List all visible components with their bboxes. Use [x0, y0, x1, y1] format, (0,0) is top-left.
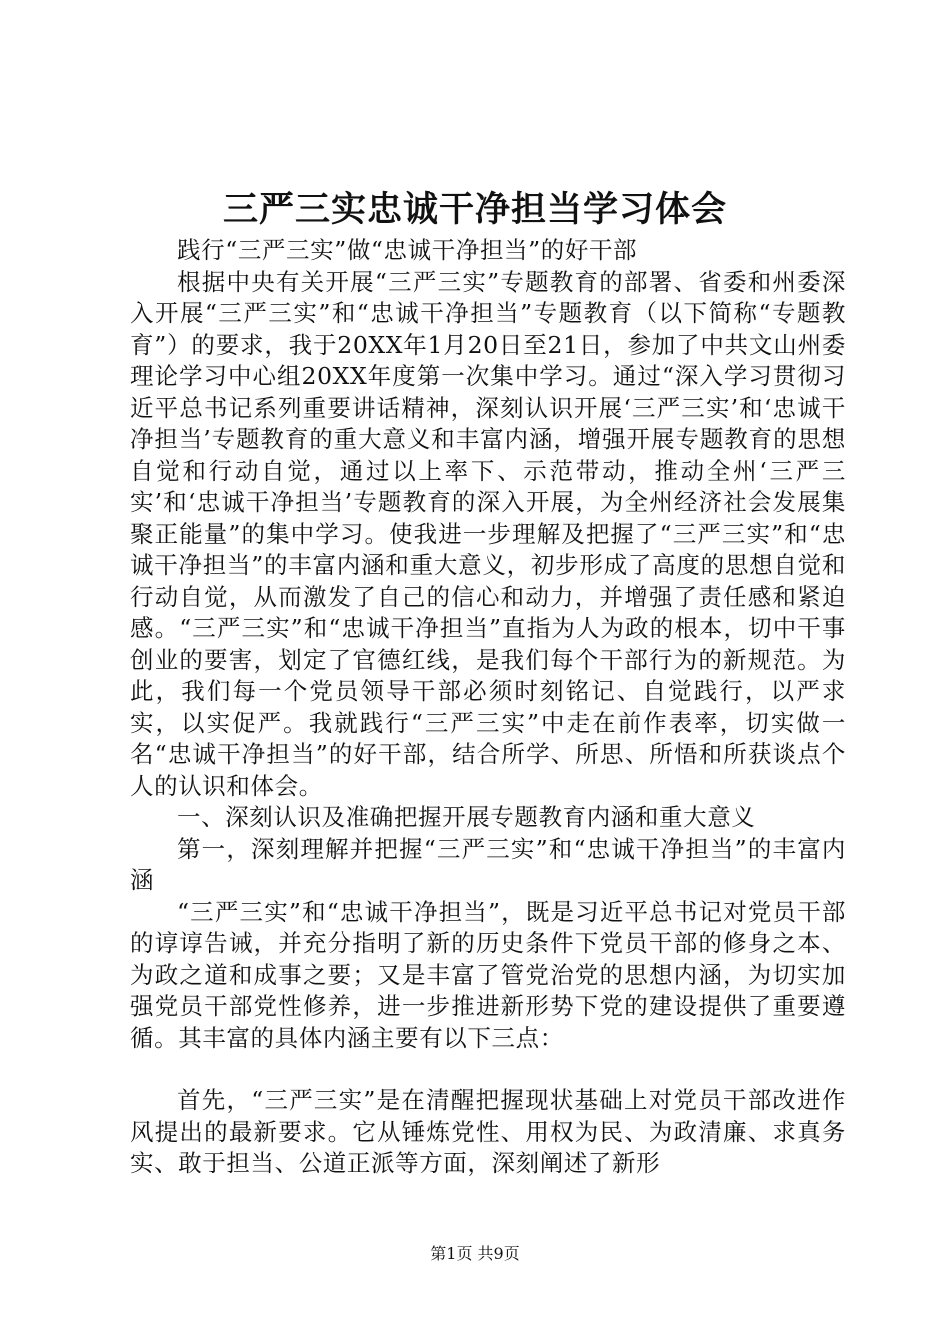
body-paragraph: 首先，“三严三实”是在清醒把握现状基础上对党员干部改进作风提出的最新要求。它从锤炼党性、用权为民、为政清廉、求真务实、敢于担当、公道正派等方面，深刻阐述了新形: [130, 1086, 846, 1177]
document-title: 三严三实忠诚干净担当学习体会: [222, 189, 727, 230]
body-paragraph: 根据中央有关开展“三严三实”专题教育的部署、省委和州委深入开展“三严三实”和“忠诚干净担当”专题教育（以下简称“专题教育”）的要求，我于20XX年1月20日至21日，参加了中共文山州委理论学习中心组20XX年度第一次集中学习。通过“深入学习贯彻习近平总书记系列重要讲话精神，深刻认识开展‘三严三实’和‘忠诚干净担当’专题教育的重大意义和丰富内涵，增强开展专题教育的思想自觉和行动自觉，通过以上率下、示范带动，推动全州‘三严三实’和‘忠诚干净担当’专题教育的深入开展，为全州经济社会发展集聚正能量”的集中学习。使我进一步理解及把握了“三严三实”和“忠诚干净担当”的丰富内涵和重大意义，初步形成了高度的思想自觉和行动自觉，从而激发了自己的信心和动力，并增强了责任感和紧迫感。“三严三实”和“忠诚干净担当”直指为人为政的根本，切中干事创业的要害，划定了官德红线，是我们每个干部行为的新规范。为此，我们每一个党员领导干部必须时刻铭记、自觉践行，以严求实，以实促严。我就践行“三严三实”中走在前作表率，切实做一名“忠诚干净担当”的好干部，结合所学、所思、所悟和所获谈点个人的认识和体会。: [130, 267, 846, 800]
section-heading: 一、深刻认识及准确把握开展专题教育内涵和重大意义: [177, 803, 756, 831]
document-body: [130, 235, 846, 1180]
body-paragraph: “三严三实”和“忠诚干净担当”，既是习近平总书记对党员干部的谆谆告诫，并充分指明了新的历史条件下党员干部的修身之本、为政之道和成事之要；又是丰富了管党治党的思想内涵，为切实加强党员干部党性修养，进一步推进新形势下党的建设提供了重要遵循。其丰富的具体内涵主要有以下三点：: [130, 897, 846, 1052]
subsection-heading: 第一，深刻理解并把握“三严三实”和“忠诚干净担当”的丰富内涵: [130, 834, 846, 894]
page-footer: 第1页 共9页: [430, 1244, 520, 1263]
subtitle-paragraph: 践行“三严三实”做“忠诚干净担当”的好干部: [177, 236, 638, 264]
